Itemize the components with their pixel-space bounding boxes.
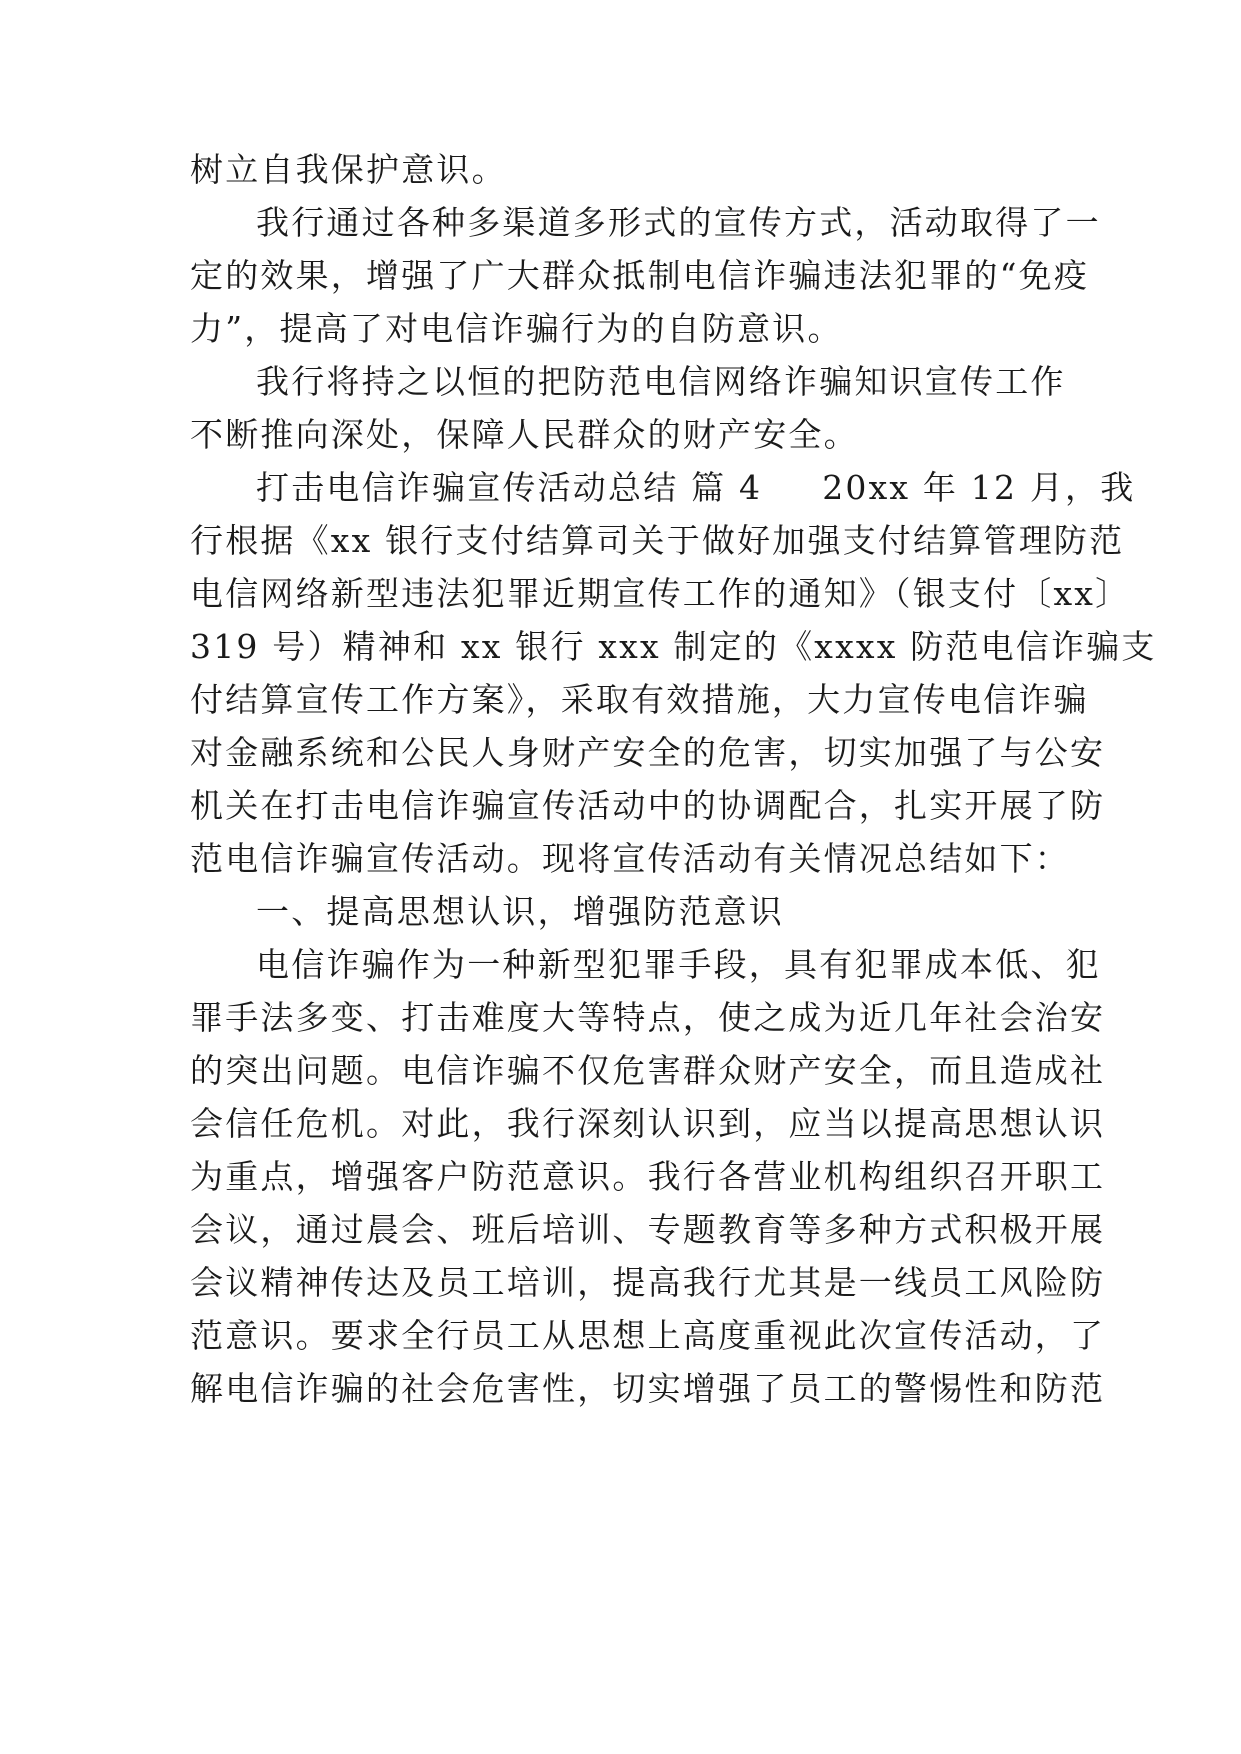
text-line: 定的效果，增强了广大群众抵制电信诈骗违法犯罪的“免疫 bbox=[190, 256, 1090, 295]
text-line: 行根据《xx 银行支付结算司关于做好加强支付结算管理防范 bbox=[190, 521, 1125, 560]
section-heading-line bbox=[190, 460, 1136, 516]
paragraph-first-line: 电信诈骗作为一种新型犯罪手段，具有犯罪成本低、犯 bbox=[256, 945, 1101, 984]
text-line: 319 号）精神和 xx 银行 xxx 制定的《xxxx 防范电信诈骗支 bbox=[190, 627, 1157, 666]
text-line: 会议精神传达及员工培训，提高我行尤其是一线员工风险防 bbox=[190, 1263, 1106, 1302]
section-title: 打击电信诈骗宣传活动总结 篇 4 bbox=[256, 468, 763, 507]
text-line: 为重点，增强客户防范意识。我行各营业机构组织召开职工 bbox=[190, 1157, 1106, 1196]
text-line: 的突出问题。电信诈骗不仅危害群众财产安全，而且造成社 bbox=[190, 1051, 1106, 1090]
text-line: 树立自我保护意识。 bbox=[190, 150, 507, 189]
text-line: 解电信诈骗的社会危害性，切实增强了员工的警惕性和防范 bbox=[190, 1369, 1106, 1408]
text-line: 付结算宣传工作方案》，采取有效措施，大力宣传电信诈骗 bbox=[190, 680, 1089, 719]
text-line: 范电信诈骗宣传活动。现将宣传活动有关情况总结如下： bbox=[190, 839, 1070, 878]
text-line: 机关在打击电信诈骗宣传活动中的协调配合，扎实开展了防 bbox=[190, 786, 1106, 825]
paragraph-first-line: 我行通过各种多渠道多形式的宣传方式，活动取得了一 bbox=[256, 203, 1101, 242]
text-line: 力”，提高了对电信诈骗行为的自防意识。 bbox=[190, 309, 843, 348]
subheading: 一、提高思想认识，增强防范意识 bbox=[256, 892, 784, 931]
text-line: 不断推向深处，保障人民群众的财产安全。 bbox=[190, 415, 859, 454]
text-line: 电信网络新型违法犯罪近期宣传工作的通知》（银支付〔xx〕 bbox=[190, 574, 1131, 613]
text-line: 罪手法多变、打击难度大等特点，使之成为近几年社会治安 bbox=[190, 998, 1106, 1037]
paragraph-first-line: 我行将持之以恒的把防范电信网络诈骗知识宣传工作 bbox=[256, 362, 1066, 401]
text-line: 对金融系统和公民人身财产安全的危害，切实加强了与公安 bbox=[190, 733, 1106, 772]
text-line: 会信任危机。对此，我行深刻认识到，应当以提高思想认识 bbox=[190, 1104, 1106, 1143]
date-text: 20xx 年 12 月，我 bbox=[822, 468, 1136, 507]
text-line: 范意识。要求全行员工从思想上高度重视此次宣传活动，了 bbox=[190, 1316, 1106, 1355]
text-line: 会议，通过晨会、班后培训、专题教育等多种方式积极开展 bbox=[190, 1210, 1106, 1249]
